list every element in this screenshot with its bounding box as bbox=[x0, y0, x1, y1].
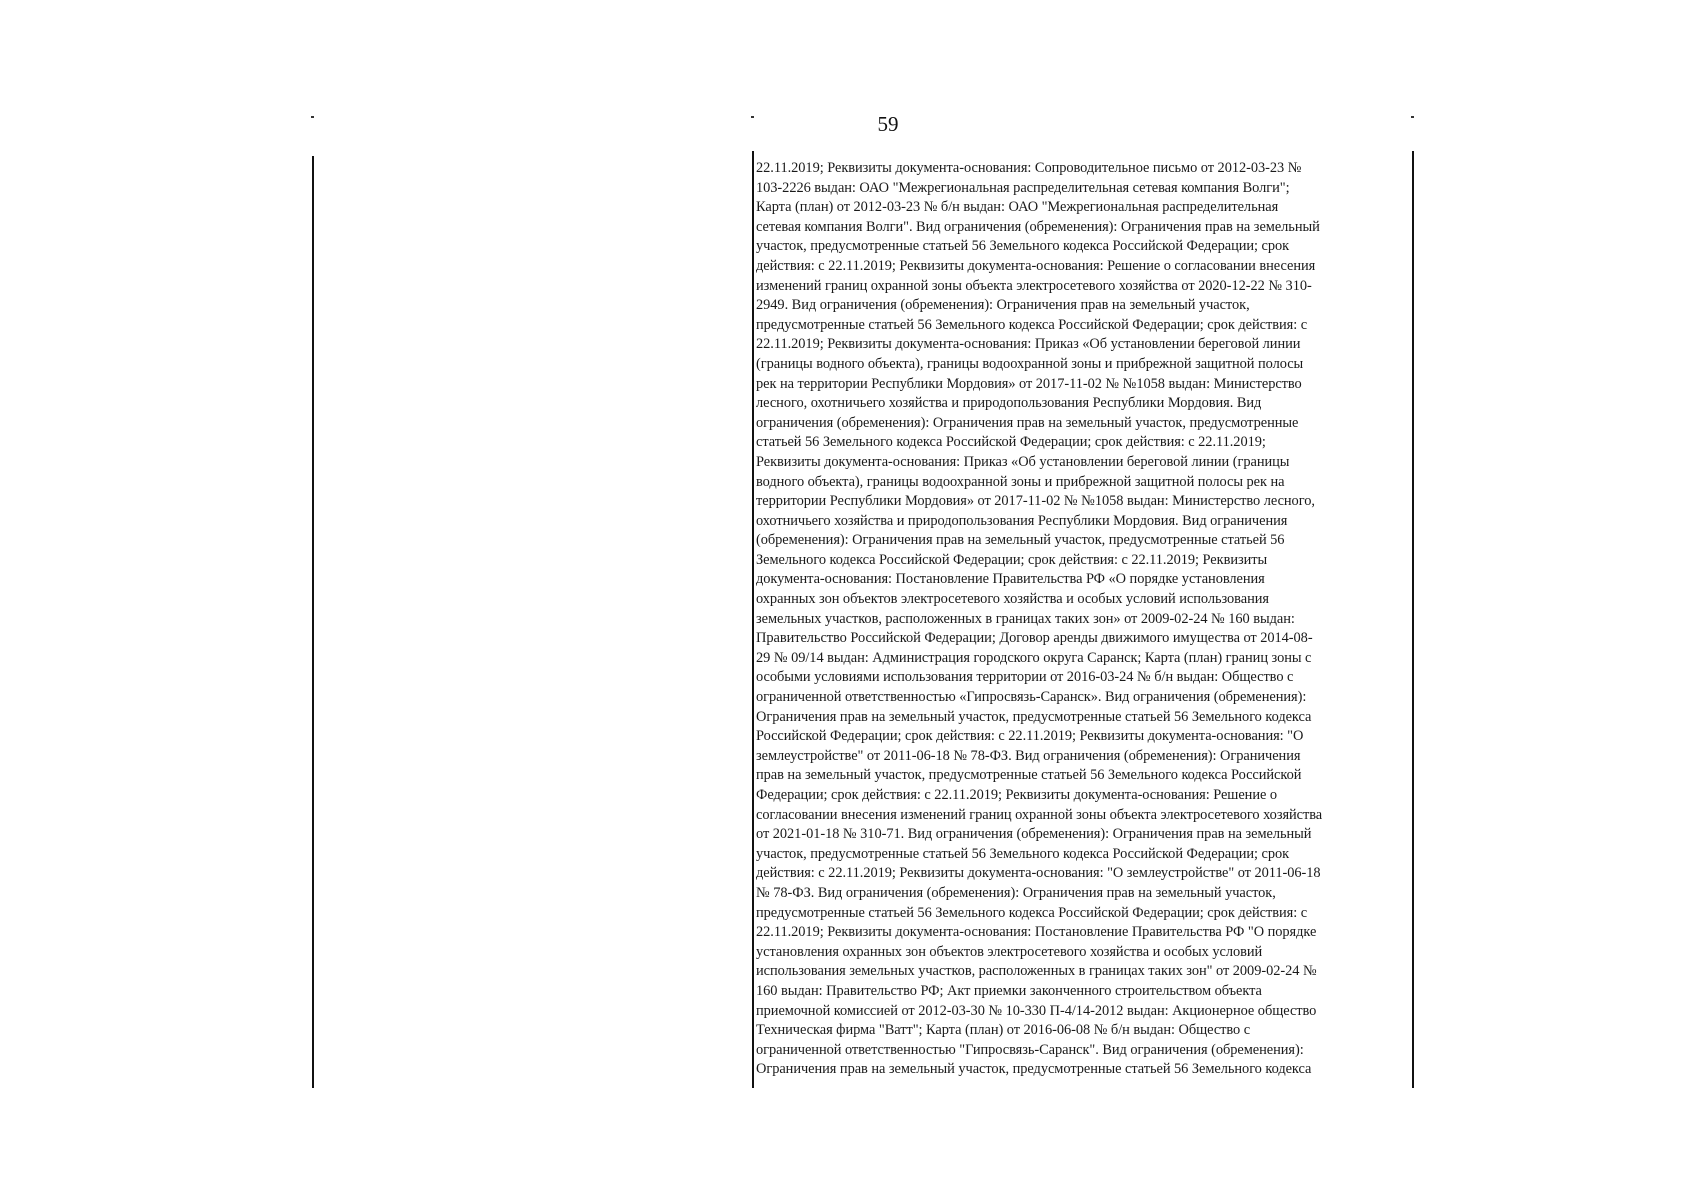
text-line: ограниченной ответственностью "Гипросвязь-Саранск". Вид ограничения (обременения): bbox=[756, 1041, 1304, 1058]
text-line: ограничения (обременения): Ограничения прав на земельный участок, предусмотренные bbox=[756, 414, 1299, 431]
text-line: особыми условиями использования территории от 2016-03-24 № б/н выдан: Общество с bbox=[756, 669, 1294, 686]
text-line: согласовании внесения изменений границ охранной зоны объекта электросетевого хозяйства bbox=[756, 806, 1323, 823]
text-line: Ограничения прав на земельный участок, предусмотренные статьей 56 Земельного кодекса bbox=[756, 1061, 1312, 1078]
text-line: 22.11.2019; Реквизиты документа-основания: Сопроводительное письмо от 2012-03-23 № bbox=[756, 160, 1302, 176]
text-line: установления охранных зон объектов электросетевого хозяйства и особых условий bbox=[756, 943, 1263, 960]
text-line: 22.11.2019; Реквизиты документа-основания: Постановление Правительства РФ "О порядке bbox=[756, 924, 1317, 941]
text-line: Ограничения прав на земельный участок, предусмотренные статьей 56 Земельного кодекса bbox=[756, 708, 1312, 725]
text-line: лесного, охотничьего хозяйства и природопользования Республики Мордовия. Вид bbox=[756, 395, 1262, 412]
text-line: земельных участков, расположенных в границах таких зон» от 2009-02-24 № 160 выдан: bbox=[756, 610, 1295, 627]
text-line: Реквизиты документа-основания: Приказ «Об установлении береговой линии (границы bbox=[756, 453, 1290, 470]
text-line: изменений границ охранной зоны объекта электросетевого хозяйства от 2020-12-22 № 310- bbox=[756, 277, 1312, 294]
text-line: 160 выдан: Правительство РФ; Акт приемки законченного строительством объекта bbox=[756, 982, 1262, 999]
text-line: (обременения): Ограничения прав на земельный участок, предусмотренные статьей 56 bbox=[756, 532, 1285, 549]
text-line: ограниченной ответственностью «Гипросвязь-Саранск». Вид ограничения (обременения): bbox=[756, 689, 1307, 706]
text-line: землеустройстве" от 2011-06-18 № 78-ФЗ. Вид ограничения (обременения): Ограничения bbox=[756, 747, 1301, 764]
text-line: № 78-ФЗ. Вид ограничения (обременения): Ограничения прав на земельный участок, bbox=[756, 884, 1276, 901]
text-line: 103-2226 выдан: ОАО "Межрегиональная распределительная сетевая компания Волги"; bbox=[756, 179, 1290, 196]
text-line: предусмотренные статьей 56 Земельного кодекса Российской Федерации; срок действия: с bbox=[756, 904, 1308, 921]
text-line: Российской Федерации; срок действия: с 22.11.2019; Реквизиты документа-основания: "О bbox=[756, 728, 1304, 745]
text-line: действия: с 22.11.2019; Реквизиты документа-основания: Решение о согласовании внесения bbox=[756, 257, 1316, 274]
table-border-middle bbox=[752, 151, 754, 1088]
table-cell-text bbox=[756, 159, 1410, 1080]
page-number: 59 bbox=[877, 112, 899, 136]
text-line: статьей 56 Земельного кодекса Российской Федерации; срок действия: с 22.11.2019; bbox=[756, 434, 1266, 451]
text-line: действия: с 22.11.2019; Реквизиты документа-основания: "О землеустройстве" от 2011-06-18 bbox=[756, 865, 1321, 882]
text-line: документа-основания: Постановление Правительства РФ «О порядке установления bbox=[756, 571, 1265, 588]
text-line: (границы водного объекта), границы водоохранной зоны и прибрежной защитной полосы bbox=[756, 355, 1304, 372]
table-border-right bbox=[1412, 151, 1414, 1088]
text-line: Техническая фирма "Ватт"; Карта (план) от 2016-06-08 № б/н выдан: Общество с bbox=[756, 1022, 1251, 1039]
table-border-left bbox=[312, 156, 314, 1088]
text-line: Федерации; срок действия: с 22.11.2019; Реквизиты документа-основания: Решение о bbox=[756, 787, 1278, 803]
corner-mark-right bbox=[1411, 116, 1414, 118]
corner-mark-middle bbox=[751, 116, 754, 118]
text-line: 22.11.2019; Реквизиты документа-основания: Приказ «Об установлении береговой линии bbox=[756, 336, 1301, 353]
text-line: участок, предусмотренные статьей 56 Земельного кодекса Российской Федерации; срок bbox=[756, 238, 1290, 255]
text-line: Правительство Российской Федерации; Договор аренды движимого имущества от 2014-08- bbox=[756, 630, 1313, 647]
text-line: Земельного кодекса Российской Федерации; срок действия: с 22.11.2019; Реквизиты bbox=[756, 551, 1268, 568]
text-line: сетевая компания Волги". Вид ограничения (обременения): Ограничения прав на земельный bbox=[756, 218, 1320, 235]
text-line: Карта (план) от 2012-03-23 № б/н выдан: ОАО "Межрегиональная распределительная bbox=[756, 199, 1279, 216]
text-line: охотничьего хозяйства и природопользования Республики Мордовия. Вид ограничения bbox=[756, 512, 1288, 529]
text-line: от 2021-01-18 № 310-71. Вид ограничения (обременения): Ограничения прав на земельный bbox=[756, 826, 1312, 843]
text-line: охранных зон объектов электросетевого хозяйства и особых условий использования bbox=[756, 591, 1269, 608]
text-line: приемочной комиссией от 2012-03-30 № 10-330 П-4/14-2012 выдан: Акционерное общество bbox=[756, 1002, 1317, 1019]
text-line: участок, предусмотренные статьей 56 Земельного кодекса Российской Федерации; срок bbox=[756, 845, 1290, 862]
text-line: водного объекта), границы водоохранной зоны и прибрежной защитной полосы рек на bbox=[756, 473, 1285, 490]
text-line: 2949. Вид ограничения (обременения): Ограничения прав на земельный участок, bbox=[756, 297, 1250, 314]
text-line: рек на территории Республики Мордовия» от 2017-11-02 № №1058 выдан: Министерство bbox=[756, 375, 1302, 392]
text-line: территории Республики Мордовия» от 2017-11-02 № №1058 выдан: Министерство лесного, bbox=[756, 493, 1315, 510]
text-line: прав на земельный участок, предусмотренные статьей 56 Земельного кодекса Российской bbox=[756, 767, 1302, 784]
text-line: предусмотренные статьей 56 Земельного кодекса Российской Федерации; срок действия: с bbox=[756, 316, 1308, 333]
corner-mark-left bbox=[311, 116, 314, 118]
text-line: 29 № 09/14 выдан: Администрация городского округа Саранск; Карта (план) границ зоны с bbox=[756, 649, 1312, 666]
text-line: использования земельных участков, расположенных в границах таких зон" от 2009-02-24 № bbox=[756, 963, 1317, 980]
